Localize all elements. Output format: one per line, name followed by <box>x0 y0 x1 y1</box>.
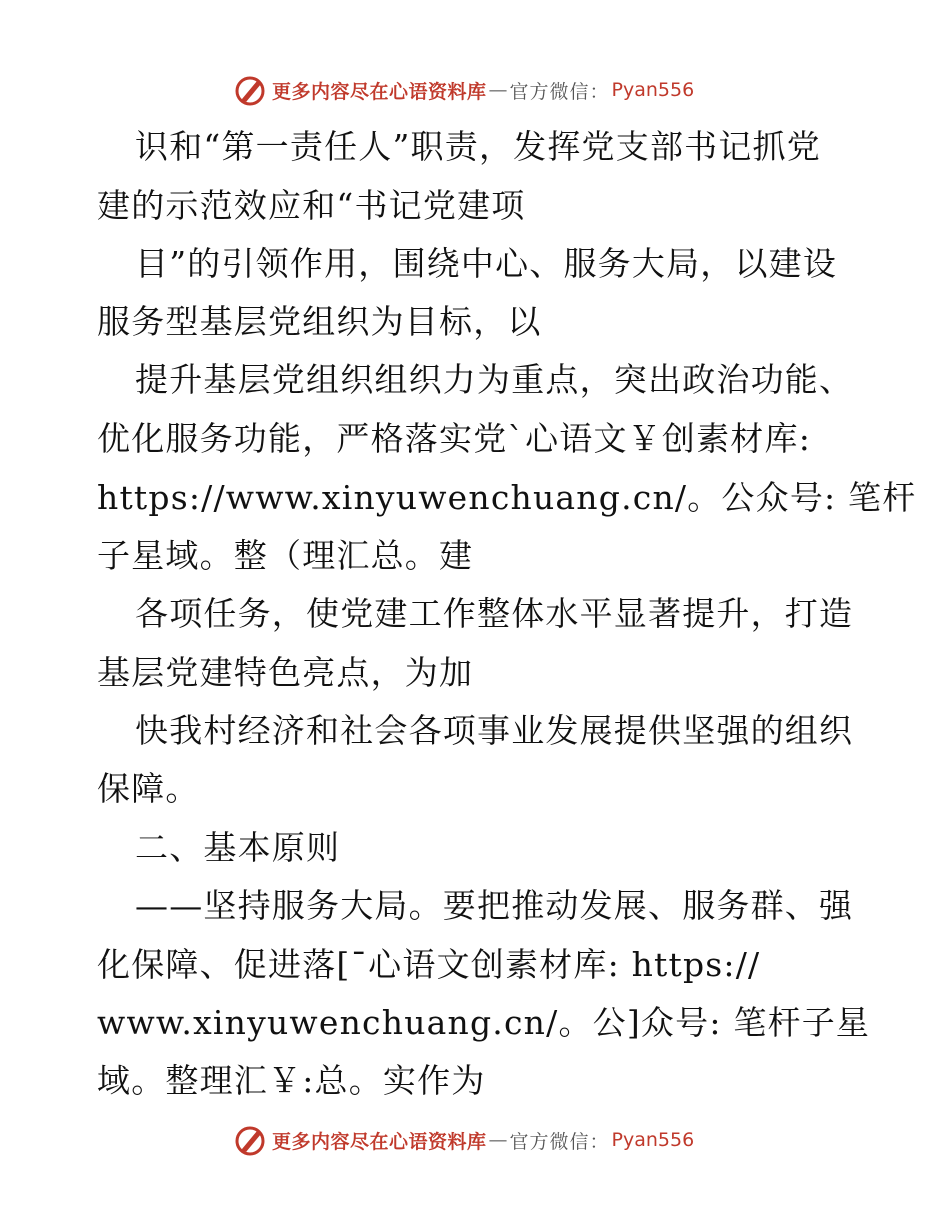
red-pen-circle-logo-icon <box>232 1122 268 1158</box>
text-line: www.xinyuwenchuang.cn/。公]众号: 笔杆子星 <box>97 1003 871 1042</box>
banner-dash: — <box>488 1129 508 1151</box>
text-line: ——坚持服务大局。要把推动发展、服务群、强 <box>135 886 854 925</box>
text-line: 目”的引领作用，围绕中心、服务大局，以建设 <box>135 244 838 283</box>
text-line: 优化服务功能，严格落实党`心语文￥创素材库: <box>97 419 812 458</box>
text-line: 基层党建特色亮点，为加 <box>97 653 474 692</box>
text-line: 子星域。整（理汇总。建 <box>97 536 474 575</box>
text-line: 快我村经济和社会各项事业发展提供坚强的组织 <box>135 711 854 750</box>
text-line: https://www.xinyuwenchuang.cn/。公众号: 笔杆 <box>97 478 917 517</box>
banner-main-text: 更多内容尽在心语资料库 <box>272 80 487 103</box>
header-watermark-banner <box>232 70 694 110</box>
banner-sub-text: 官方微信： <box>509 80 610 103</box>
text-line: 识和“第一责任人”职责，发挥党支部书记抓党 <box>135 127 821 166</box>
banner-wechat-id: Pyan556 <box>611 79 695 101</box>
text-line: 化保障、促进落[¯心语文创素材库: https:// <box>97 945 761 984</box>
banner-sub-text: 官方微信： <box>509 1130 610 1153</box>
footer-watermark-banner <box>232 1120 694 1160</box>
text-line: 服务型基层党组织为目标，以 <box>97 302 542 341</box>
text-line: 提升基层党组织组织力为重点，突出政治功能、 <box>135 360 854 399</box>
text-line: 域。整理汇￥:总。实作为 <box>97 1061 486 1100</box>
banner-wechat-id: Pyan556 <box>611 1129 695 1151</box>
text-line: 保障。 <box>97 769 200 808</box>
banner-main-text: 更多内容尽在心语资料库 <box>272 1130 487 1153</box>
text-line: 建的示范效应和“书记党建项 <box>97 186 526 225</box>
section-heading: 二、基本原则 <box>135 828 341 867</box>
banner-dash: — <box>488 79 508 101</box>
text-line: 各项任务，使党建工作整体水平显著提升，打造 <box>135 594 854 633</box>
red-pen-circle-logo-icon <box>232 72 268 108</box>
